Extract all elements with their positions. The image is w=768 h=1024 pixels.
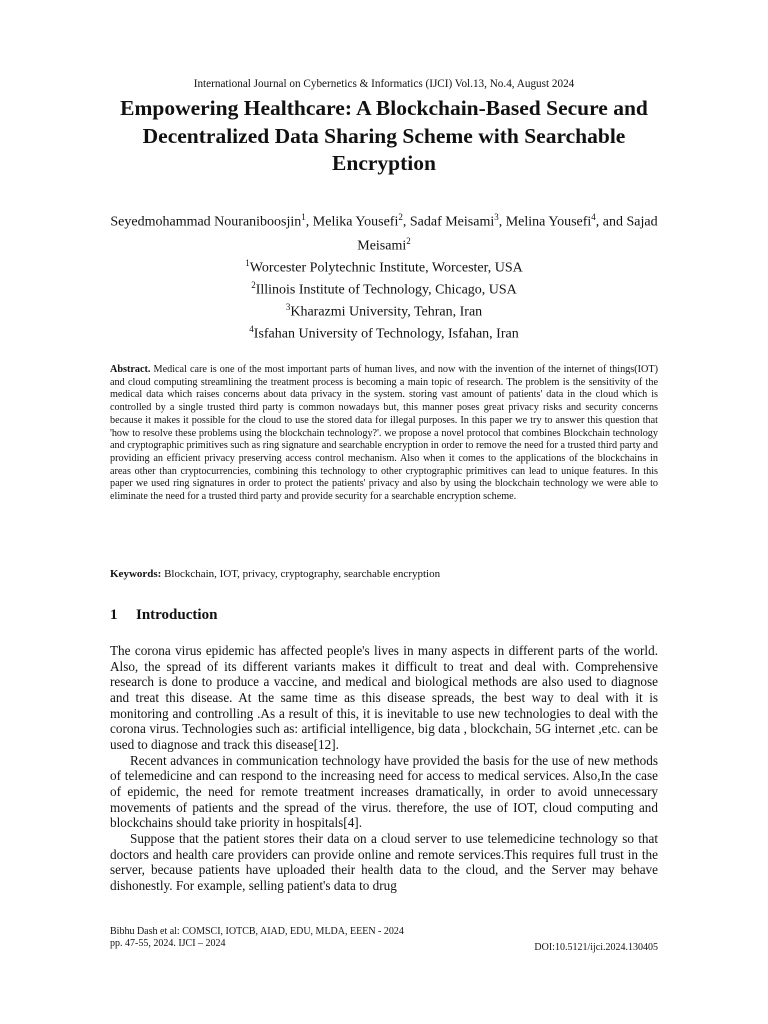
footer-citation xyxy=(110,926,404,949)
section-heading xyxy=(110,607,658,624)
author-name: Sadaf Meisami xyxy=(409,214,495,230)
section-title: Introduction xyxy=(136,607,218,623)
affil-number: 1 xyxy=(245,258,250,268)
affil-text: Kharazmi University, Tehran, Iran xyxy=(290,304,483,320)
paragraph: Recent advances in communication technology have provided the basis for the use of new methods of telemedicine and can respond to the increasing need for access to medical services. Also,In the case of epidemic, the need for remote treatment increases dramatically, in order to avoid unnecessary movements of patients and the spread of the virus. therefore, the use of IOT, cloud computing and blockchains should take priority in hospitals[4]. xyxy=(110,752,658,831)
author-name: Melika Yousefi xyxy=(312,214,399,230)
paragraph: Suppose that the patient stores their data on a cloud server to use telemedicine technology so that doctors and health care providers can provide online and remote services.This requires full trust in the server, because patients have uploaded their health data to the cloud, and the Server may behave dishonestly. For example, selling patient's data to drug xyxy=(110,830,658,893)
abstract xyxy=(110,364,658,504)
keywords-text: Blockchain, IOT, privacy, cryptography, searchable encryption xyxy=(164,568,441,580)
abstract-label: Abstract. xyxy=(110,364,151,375)
affil-number: 2 xyxy=(251,280,256,291)
paragraph: The corona virus epidemic has affected people's lives in many aspects in different parts of the world. Also, the spread of its different variants makes it difficult to treat and deal with. Comprehensive research is done to produce a vaccine, and medical and biological methods are also used to diagnose and treat this disease. At the same time as this disease spreads, the best way to deal with it is monitoring and controlling .As a result of this, it is inevitable to use new technologies to deal with the corona virus. Technologies such as: artificial intelligence, big data , blockchain, 5G internet ,etc. can be used to diagnose and track this disease[12]. xyxy=(110,643,658,752)
affiliation xyxy=(110,321,658,343)
journal-header: International Journal on Cybernetics & Informatics (IJCI) Vol.13, No.4, August 2024 xyxy=(193,78,575,90)
keywords-label: Keywords: xyxy=(110,568,162,580)
footer-doi: DOI:10.5121/ijci.2024.130405 xyxy=(534,942,658,953)
author-name: Seyedmohammad Nouraniboosjin xyxy=(110,214,302,230)
author-affil-mark: 2 xyxy=(398,212,403,222)
section-number: 1 xyxy=(110,607,118,623)
abstract-text: Medical care is one of the most important parts of human lives, and now with the invention of the internet of things(IOT) and cloud computing streamlining the treatment process is becoming a main topic of research. The problem is the sensitivity of the medical data which raises concerns about data privacy in the system. storing vast amount of patients' data in the cloud which is controlled by a single trusted third party is common nowadays but, this manner poses great privacy risks and security concerns because it makes it possible for the cloud to use the stored data for illegal purposes. In this paper we try to answer this question that 'how to resolve these problems using the blockchain technology?'. we propose a novel protocol that combines Blockchain technology and cryptographic primitives such as ring signature and searchable encryption in order to remove the need for a trusted third party and providing an efficient privacy preserving access control mechanism. Also when it comes to the applications of the blockchains in areas other than cryptocurrencies, combining this technology to other cryptographic primitives can lead to unique features. In this paper we used ring signatures in order to protect the patients' privacy and also by using the blockchain technology we were able to eliminate the need for a trusted third party and provide security for a searchable encryption scheme. xyxy=(110,364,658,503)
author-affil-mark: 2 xyxy=(406,235,411,246)
affil-text: Worcester Polytechnic Institute, Worcester, USA xyxy=(249,260,523,276)
author-list: Seyedmohammad Nouraniboosjin$^1$, Melika Yousefi$^2$, Sadaf Meisami$^3$, Melina Yousefi$^4$, and Sajad Meisami$^2$ xyxy=(110,212,658,254)
affiliation xyxy=(110,255,658,277)
footer-line: pp. 47-55, 2024. IJCI – 2024 xyxy=(110,937,226,949)
author-name: Melina Yousefi xyxy=(505,214,592,230)
affil-text: Isfahan University of Technology, Isfahan, Iran xyxy=(253,327,519,343)
author-affil-mark: 1 xyxy=(301,212,306,222)
body-text xyxy=(110,643,658,894)
affiliation xyxy=(110,299,658,321)
affiliation xyxy=(110,277,658,299)
author-affil-mark: 3 xyxy=(494,212,499,222)
keywords xyxy=(110,567,658,581)
affiliation-list xyxy=(110,255,658,344)
paper-title: Empowering Healthcare: A Blockchain-Based Secure and Decentralized Data Sharing Scheme with Searchable Encryption xyxy=(120,96,648,175)
affil-number: 3 xyxy=(285,302,291,313)
author-affil-mark: 4 xyxy=(591,212,596,222)
author-name: Sajad Meisami xyxy=(357,214,658,254)
footer-line: Bibhu Dash et al: COMSCI, IOTCB, AIAD, EDU, MLDA, EEEN - 2024 xyxy=(110,926,404,937)
affil-text: Illinois Institute of Technology, Chicago, USA xyxy=(255,282,517,298)
affil-number: 4 xyxy=(249,324,254,335)
